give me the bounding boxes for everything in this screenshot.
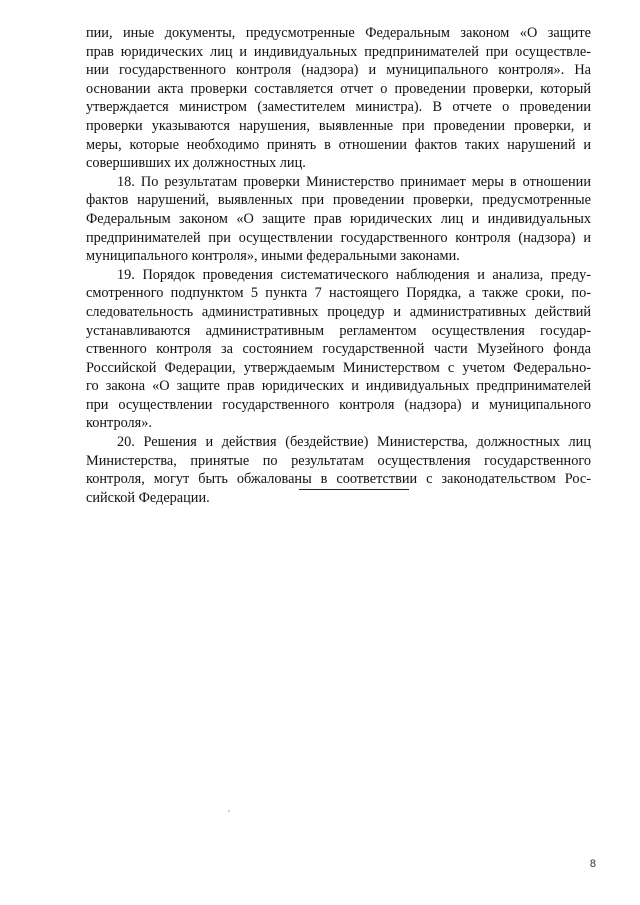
page-number: 8 xyxy=(589,858,596,870)
text-line: пии, иные документы, предусмотренные Федеральным законом «О защите xyxy=(86,25,591,41)
text-line: сийской Федерации. xyxy=(86,489,210,506)
text-line: Федеральным законом «О защите прав юридических лиц и индивидуальных xyxy=(86,210,591,227)
text-line: предпринимателей при осуществлении государственного контроля (надзора) и xyxy=(86,229,591,246)
document-body xyxy=(86,24,591,507)
text-line: 19. Порядок проведения систематического наблюдения и анализа, преду- xyxy=(117,266,591,283)
text-line: ственного контроля за состоянием государственной части Музейного фонда xyxy=(86,341,591,358)
end-of-text-rule xyxy=(299,489,409,490)
scan-speck xyxy=(228,810,230,812)
paragraph-continuation xyxy=(86,24,591,173)
text-line: основании акта проверки составляется отчет о проведении проверки, который xyxy=(86,80,591,97)
paragraph-18 xyxy=(86,173,591,266)
text-line: утверждается министром (заместителем министра). В отчете о проведении xyxy=(86,99,591,116)
text-line: 18. По результатам проверки Министерство принимает меры в отношении xyxy=(117,173,591,190)
text-line: проверки указываются нарушения, выявленные при проведении проверки, и xyxy=(86,117,591,134)
text-line: устанавливаются административным регламентом осуществления государ- xyxy=(86,322,591,339)
text-line: фактов нарушений, выявленных при проведении проверки, предусмотренные xyxy=(86,192,591,209)
text-line: нии государственного контроля (надзора) и муниципального контроля». На xyxy=(86,62,591,79)
text-line: контроля». xyxy=(86,415,152,432)
text-line: го закона «О защите прав юридических и индивидуальных предпринимателей xyxy=(86,378,591,395)
text-line: прав юридических лиц и индивидуальных предпринимателей при осуществле- xyxy=(86,43,591,60)
text-line: Российской Федерации, утверждаемым Министерством с учетом Федерально- xyxy=(86,359,591,376)
text-line: совершивших их должностных лиц. xyxy=(86,155,306,172)
text-line: при осуществлении государственного контроля (надзора) и муниципального xyxy=(86,396,591,413)
text-line: контроля, могут быть обжалованы в соответствии с законодательством Рос- xyxy=(86,471,591,488)
text-line: следовательность административных процедур и административных действий xyxy=(86,303,591,320)
text-line: смотренного подпунктом 5 пункта 7 настоящего Порядка, а также сроки, по- xyxy=(86,285,591,302)
paragraph-19 xyxy=(86,266,591,433)
text-line: Министерства, принятые по результатам осуществления государственного xyxy=(86,452,591,469)
text-line: муниципального контроля», иными федеральными законами. xyxy=(86,248,460,265)
text-line: 20. Решения и действия (бездействие) Министерства, должностных лиц xyxy=(117,434,591,451)
text-line: меры, которые необходимо принять в отношении фактов таких нарушений и xyxy=(86,136,591,153)
paragraph-20 xyxy=(86,433,591,507)
